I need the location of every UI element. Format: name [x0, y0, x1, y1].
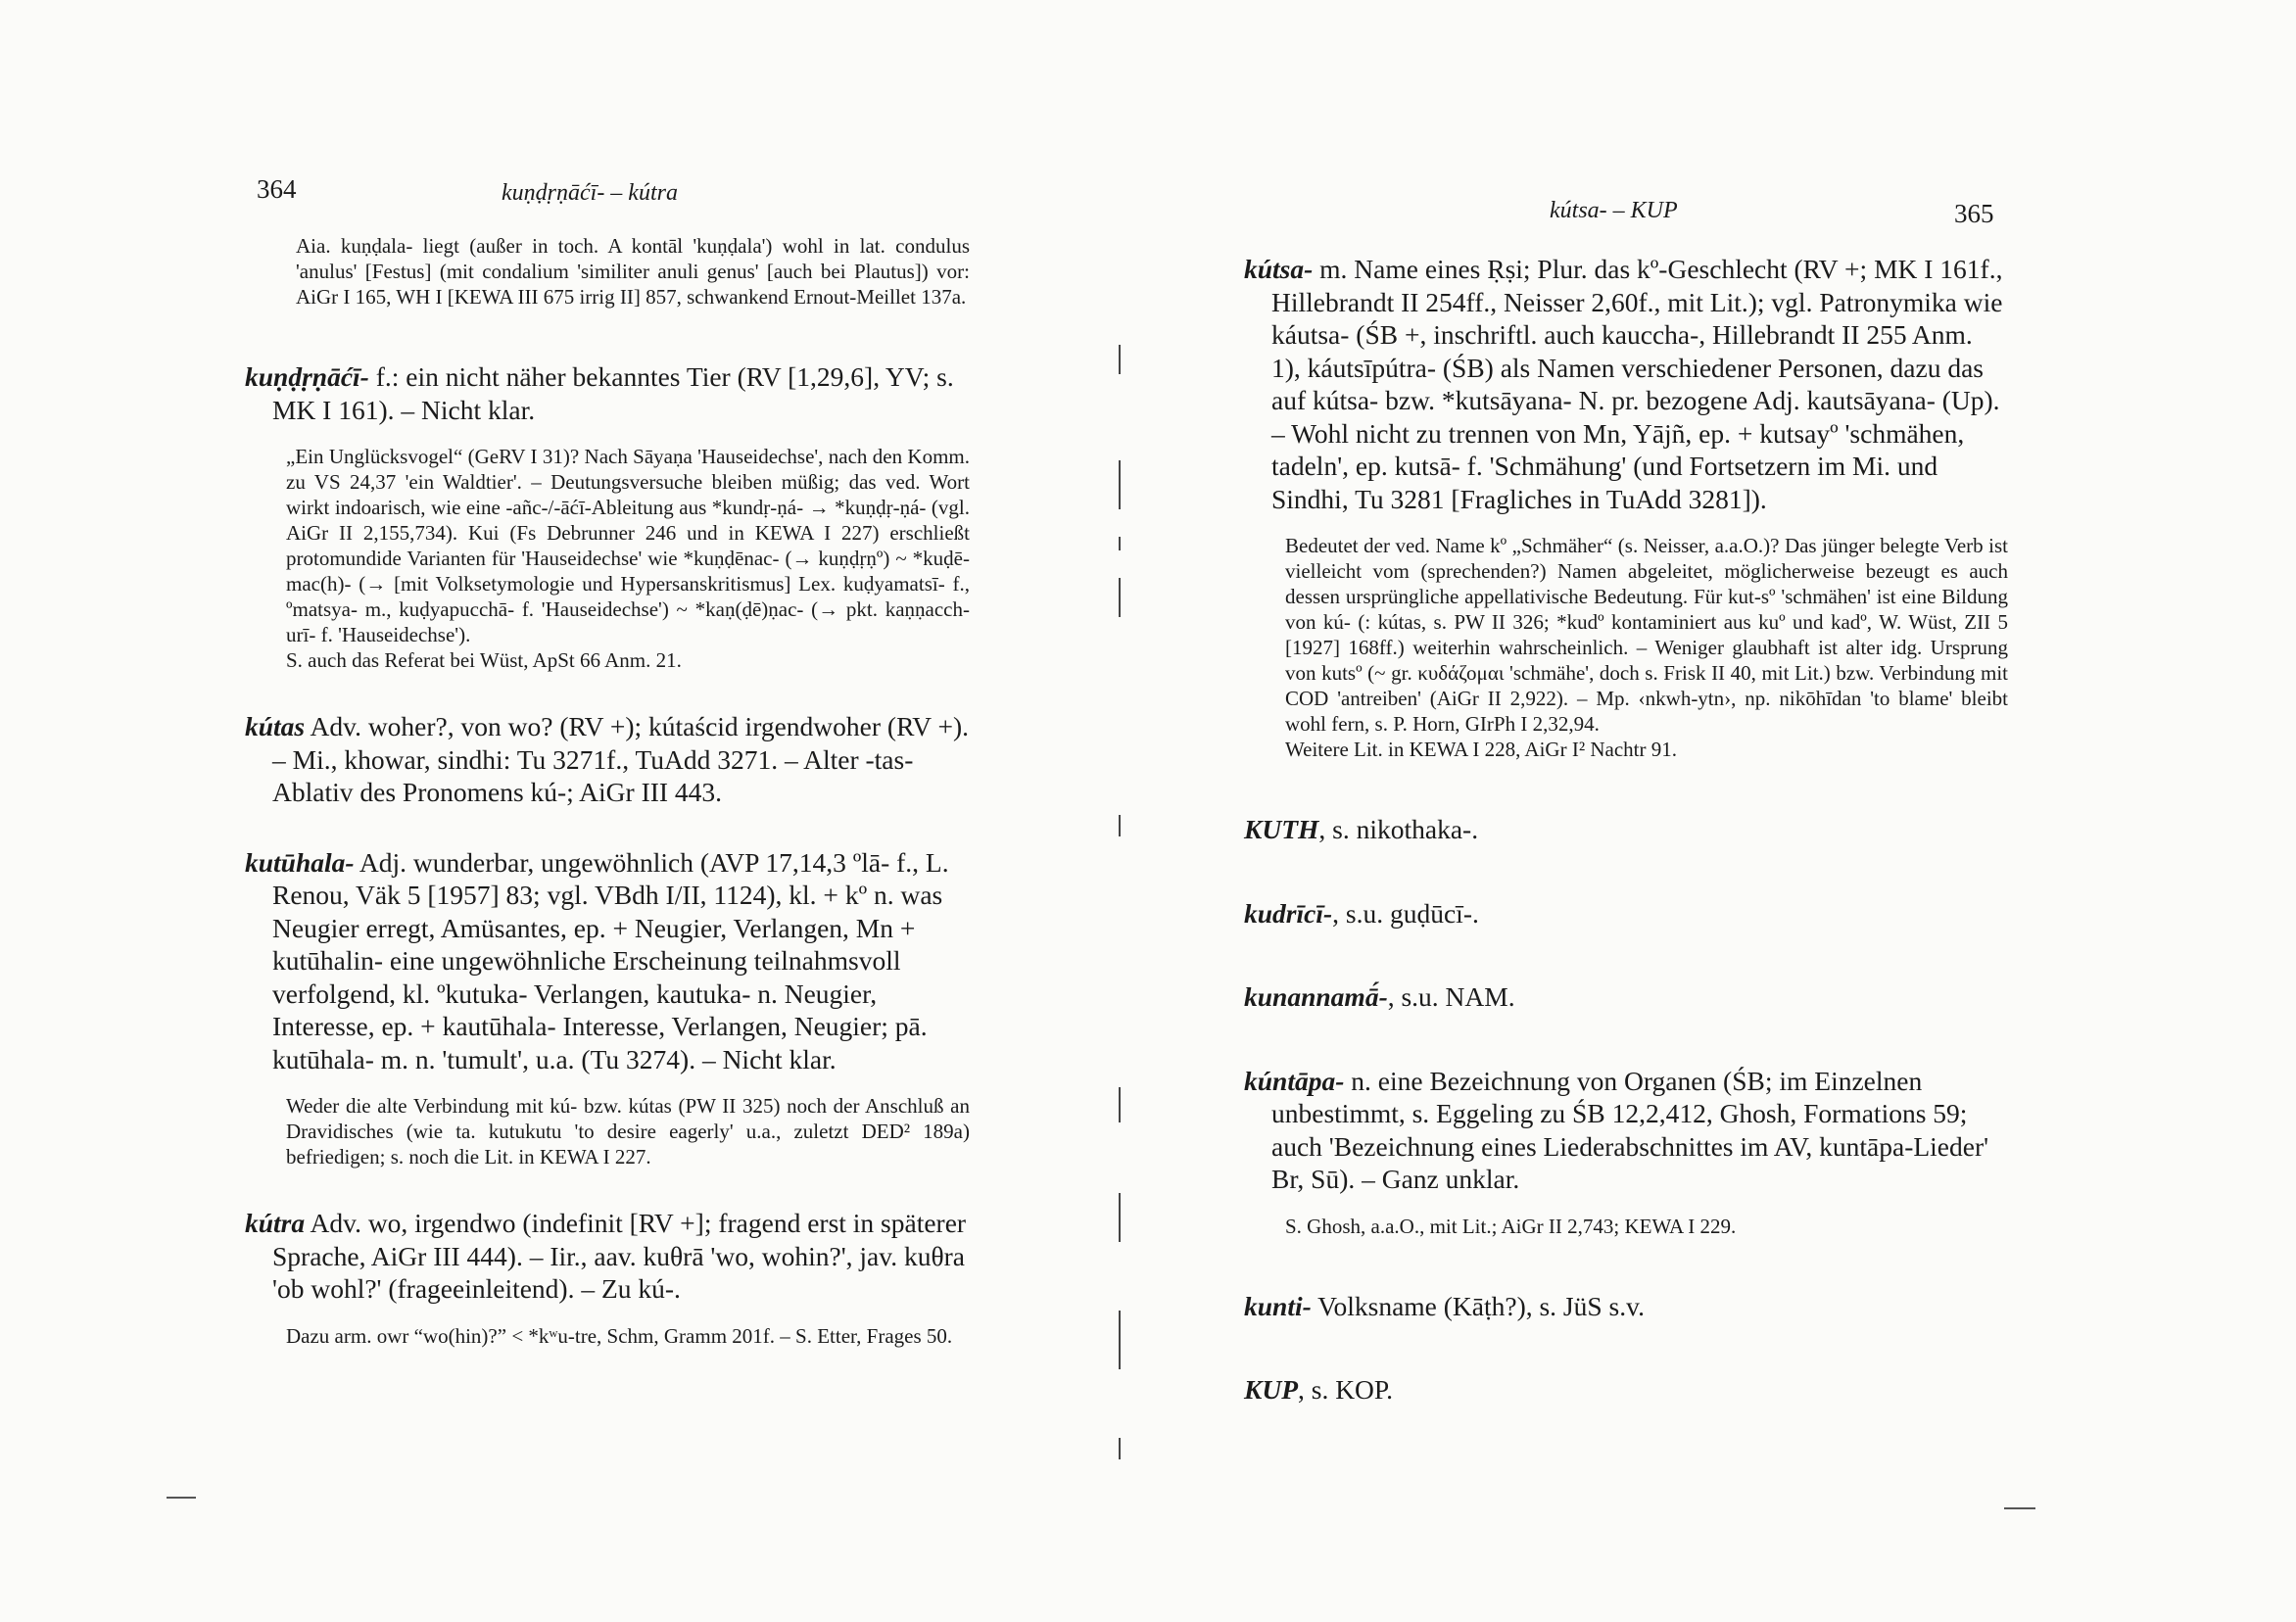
left-page-number: 364 — [257, 174, 297, 204]
entry-headword: kuṇḍṛṇāćī- — [245, 361, 369, 392]
entry-headword: KUP — [1244, 1374, 1298, 1405]
entry-text: n. eine Bezeichnung von Organen (ŚB; im Einzelnen unbestimmt, s. Eggeling zu ŚB 12,2,412, Ghosh, Formations 59; auch 'Bezeichnung eines Liederabschnittes im AV, kuntāpa-Lieder' Br, Sū). – Ganz unklar. — [1271, 1065, 1989, 1194]
note-paragraph: Dazu arm. owr “wo(hin)?” < *kʷu-tre, Schm, Gramm 201f. – S. Etter, Frages 50. — [286, 1323, 953, 1348]
note-paragraph: Weder die alte Verbindung mit kú- bzw. kútas (PW II 325) noch der Anschluß an Dravidisches (wie ta. kutukutu 'to desire eagerly' u.a., zuletzt DED² 189a) befriedigen; s. noch die Lit. in KEWA I 227. — [286, 1094, 970, 1169]
entry-note — [286, 1093, 970, 1169]
gutter-mark — [1119, 1193, 1121, 1242]
left-page — [245, 0, 970, 1622]
entry-headword: kútra — [245, 1208, 306, 1238]
intro-note — [296, 233, 970, 310]
dictionary-entry — [1244, 253, 2008, 515]
entry-headword: kúntāpa- — [1244, 1065, 1345, 1096]
entry-note — [286, 1323, 970, 1349]
entry-headword: kunti- — [1244, 1290, 1312, 1321]
entry-text: Adv. woher?, von wo? (RV +); kútaścid irgendwoher (RV +). – Mi., khowar, sindhi: Tu 3271f., TuAdd 3271. – Alter -tas-Ablativ des Pronomens kú-; AiGr III 443. — [272, 711, 969, 807]
entry-headword: kútsa- — [1244, 254, 1314, 284]
dictionary-entry — [245, 710, 970, 809]
note-paragraph: S. Ghosh, a.a.O., mit Lit.; AiGr II 2,743; KEWA I 229. — [1285, 1214, 1737, 1238]
gutter-mark — [1119, 537, 1121, 550]
entry-text: Volksname (Kāṭh?), s. JüS s.v. — [1311, 1290, 1645, 1321]
entry-note — [1285, 1214, 2008, 1239]
note-paragraph: „Ein Unglücksvogel“ (GeRV I 31)? Nach Sāyaṇa 'Hauseidechse', nach den Komm. zu VS 24,37 'ein Waldtier'. – Deutungsversuche bleiben müßig; das ved. Wort wirkt indoarisch, wie eine -añc-/-āćī-Ableitung aus *kundṛ-ṇá- → *kuṇḍṛ-ṇá- (vgl. AiGr II 2,155,734). Kui (Fs Debrunner 246 und in KEWA I 227) erschließt protomundide Varianten für 'Hauseidechse' wie *kuṇḍēnac- (→ kuṇḍṛṇº) ~ *kuḍē-mac(h)- (→ [mit Volksetymologie und Hypersanskritismus] Lex. kuḍyamatsī- f., ºmatsya- m., kuḍyapucchā- f. 'Hauseidechse') ~ *kaṇ(ḍē)ṇac- (→ pkt. kaṇṇacch-urī- f. 'Hauseidechse'). — [286, 445, 970, 646]
dictionary-entry — [1244, 813, 2008, 846]
entry-text: m. Name eines Ṛṣi; Plur. das kº-Geschlecht (RV +; MK I 161f., Hillebrandt II 254ff., Neisser 2,60f., mit Lit.); vgl. Patronymika wie káutsa- (ŚB +, inschriftl. auch kauccha-, Hillebrandt II 255 Anm. 1), káutsīpútra- (ŚB) als Namen verschiedener Personen, dazu das auf kútsa- bzw. *kutsāyana- N. pr. bezogene Adj. kautsāyana- (Up). – Wohl nicht zu trennen von Mn, Yājñ, ep. + kutsayº 'schmähen, tadeln', ep. kutsā- f. 'Schmähung' (und Fortsetzern im Mi. und Sindhi, Tu 3281 [Fragliches in TuAdd 3281]). — [1271, 254, 2003, 514]
right-content — [1244, 253, 2008, 1407]
entry-note — [1285, 533, 2008, 762]
scan-mark — [2004, 1507, 2035, 1509]
gutter-mark — [1119, 460, 1121, 509]
gutter-mark — [1119, 345, 1121, 374]
dictionary-entry — [1244, 980, 2008, 1014]
dictionary-entry — [1244, 897, 2008, 930]
entry-headword: kudrīcī- — [1244, 897, 1333, 929]
right-running-head: kútsa- – KUP — [1550, 198, 1678, 223]
dictionary-entry — [1244, 1065, 2008, 1196]
entry-text: , s.u. NAM. — [1387, 981, 1515, 1012]
dictionary-entry — [245, 846, 970, 1076]
entry-note — [286, 444, 970, 673]
entry-text: , s.u. guḍūcī-. — [1332, 897, 1479, 929]
entry-headword: kunannamā́- — [1244, 981, 1388, 1012]
entry-text: , s. KOP. — [1298, 1374, 1394, 1405]
dictionary-entry — [245, 1207, 970, 1306]
entry-text: , s. nikothaka-. — [1318, 814, 1479, 844]
scan-mark — [167, 1497, 196, 1499]
note-paragraph: Weitere Lit. in KEWA I 228, AiGr I² Nachtr 91. — [1285, 738, 1678, 761]
right-page — [1244, 0, 2008, 1622]
entry-text: Adv. wo, irgendwo (indefinit [RV +]; fragend erst in späterer Sprache, AiGr III 444). – Iir., aav. kuθrā 'wo, wohin?', jav. kuθra 'ob wohl?' (frageeinleitend). – Zu kú-. — [272, 1208, 967, 1304]
dictionary-entry — [245, 360, 970, 426]
dictionary-entry — [1244, 1290, 2008, 1323]
gutter-mark — [1119, 1311, 1121, 1369]
gutter-mark — [1119, 815, 1121, 836]
right-page-number: 365 — [1954, 199, 1994, 228]
gutter-mark — [1119, 1438, 1121, 1459]
gutter-mark — [1119, 1087, 1121, 1122]
entry-headword: KUTH — [1244, 814, 1319, 844]
gutter-mark — [1119, 578, 1121, 617]
entry-text: f.: ein nicht näher bekanntes Tier (RV [1,29,6], YV; s. MK I 161). – Nicht klar. — [272, 361, 954, 425]
entry-headword: kutūhala- — [245, 846, 355, 878]
left-running-head: kuṇḍṛṇāćī- – kútra — [502, 180, 678, 206]
left-content — [245, 233, 970, 1349]
entry-text: Adj. wunderbar, ungewöhnlich (AVP 17,14,3 ºlā- f., L. Renou, Väk 5 [1957] 83; vgl. VBdh I/II, 1124), kl. + kº n. was Neugier erregt, Amüsantes, ep. + Neugier, Verlangen, Mn + kutūhalin- eine ungewöhnliche Erscheinung teilnahmsvoll verfolgend, kl. ºkutuka- Verlangen, kautuka- n. Neugier, Interesse, ep. + kautūhala- Interesse, Verlangen, Neugier; pā. kutūhala- m. n. 'tumult', u.a. (Tu 3274). – Nicht klar. — [272, 846, 949, 1074]
note-paragraph: Bedeutet der ved. Name kº „Schmäher“ (s. Neisser, a.a.O.)? Das jünger belegte Verb ist vielleicht vom (sprechenden?) Namen abgeleitet, möglicherweise bezeugt es auch dessen ursprüngliche appellativische Bedeutung. Für kut-sº 'schmähen' ist eine Bildung von kú- (: kútas, s. PW II 326; *kudº kontaminiert aus kuº und kadº, W. Wüst, ZII 5 [1927] 168ff.) weiterhin wahrscheinlich. – Weniger glaubhaft ist alter idg. Ursprung von kutsº (~ gr. κυδάζομαι 'schmähe', doch s. Frisk II 40, mit Lit.) bzw. Verbindung mit COD 'antreiben' (AiGr II 2,922). – Mp. ‹nkwh-ytn›, np. nikōhīdan 'to blame' bleibt wohl fern, s. P. Horn, GIrPh I 2,32,94. — [1285, 534, 2008, 736]
note-paragraph: S. auch das Referat bei Wüst, ApSt 66 Anm. 21. — [286, 648, 682, 672]
intro-note-text: Aia. kuṇḍala- liegt (außer in toch. A kontāl 'kuṇḍala') wohl in lat. condulus 'anulus' [Festus] (mit condalium 'similiter anuli genus' [auch bei Plautus]) vor: AiGr I 165, WH I [KEWA III 675 irrig II] 857, schwankend Ernout-Meillet 137a. — [296, 234, 970, 309]
entry-headword: kútas — [245, 711, 306, 741]
dictionary-entry — [1244, 1373, 2008, 1407]
